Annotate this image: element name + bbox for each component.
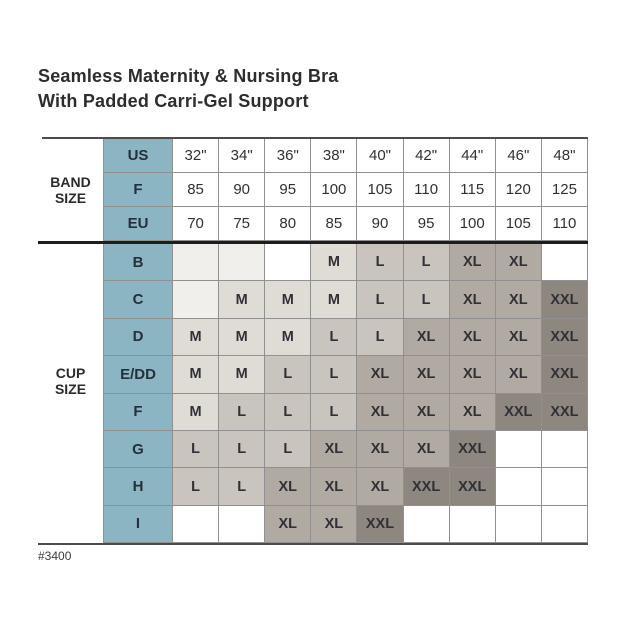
cup-size-cell: L bbox=[357, 244, 403, 281]
cup-letter-cell: I bbox=[103, 506, 173, 543]
cup-size-cell: L bbox=[219, 394, 265, 431]
cup-size-cell: XXL bbox=[404, 468, 450, 505]
band-value-cell: 95 bbox=[404, 207, 450, 241]
cup-size-cell bbox=[173, 244, 219, 281]
cup-size-cell: XL bbox=[357, 431, 403, 468]
cup-size-cell: XL bbox=[357, 356, 403, 393]
cup-letter-cell: E/DD bbox=[103, 356, 173, 393]
cup-size-cell: M bbox=[173, 319, 219, 356]
cup-size-cell: L bbox=[404, 281, 450, 318]
cup-size-cell: L bbox=[404, 244, 450, 281]
band-size-label-line1: BAND bbox=[50, 174, 91, 190]
cup-size-cell: XXL bbox=[542, 356, 588, 393]
cup-size-cell: XL bbox=[450, 394, 496, 431]
page-title bbox=[38, 64, 339, 114]
cup-size-cell: L bbox=[357, 281, 403, 318]
cup-size-cell: L bbox=[173, 468, 219, 505]
cup-size-cell bbox=[450, 506, 496, 543]
band-size-label-line2: SIZE bbox=[54, 190, 87, 206]
cup-size-cell: XL bbox=[450, 281, 496, 318]
band-value-cell: 85 bbox=[311, 207, 357, 241]
cup-size-cell: XL bbox=[357, 468, 403, 505]
band-value-cell: 110 bbox=[542, 207, 588, 241]
cup-letter-cell: D bbox=[103, 319, 173, 356]
band-value-cell: 105 bbox=[496, 207, 542, 241]
cup-size-cell: XL bbox=[311, 431, 357, 468]
cup-size-cell: L bbox=[311, 356, 357, 393]
cup-size-cell: XL bbox=[404, 394, 450, 431]
band-value-cell: 38" bbox=[311, 139, 357, 173]
cup-size-cell: M bbox=[219, 319, 265, 356]
band-value-cell: 48" bbox=[542, 139, 588, 173]
cup-size-cell: M bbox=[265, 319, 311, 356]
cup-size-cell: XXL bbox=[542, 319, 588, 356]
cup-size-cell: XXL bbox=[357, 506, 403, 543]
cup-size-cell bbox=[542, 431, 588, 468]
cup-size-cell: XL bbox=[496, 356, 542, 393]
cup-size-cell bbox=[404, 506, 450, 543]
cup-size-cell bbox=[496, 468, 542, 505]
cup-size-cell: M bbox=[219, 356, 265, 393]
cup-letter-cell: G bbox=[103, 431, 173, 468]
cup-size-cell bbox=[496, 506, 542, 543]
cup-size-cell: XXL bbox=[450, 431, 496, 468]
item-number: #3400 bbox=[38, 549, 72, 563]
cup-letter-cell: F bbox=[103, 394, 173, 431]
cup-letter-cell: C bbox=[103, 281, 173, 318]
cup-size-cell: M bbox=[173, 356, 219, 393]
band-value-cell: 125 bbox=[542, 173, 588, 207]
cup-size-cell: L bbox=[173, 431, 219, 468]
cup-size-cell bbox=[542, 468, 588, 505]
cup-size-cell bbox=[496, 431, 542, 468]
page-title-line1: Seamless Maternity & Nursing Bra bbox=[38, 66, 339, 86]
cup-size-cell: XXL bbox=[542, 281, 588, 318]
cup-size-cell bbox=[542, 244, 588, 281]
cup-size-cell: XL bbox=[404, 431, 450, 468]
band-value-cell: 40" bbox=[357, 139, 403, 173]
band-value-cell: 42" bbox=[404, 139, 450, 173]
band-value-cell: 36" bbox=[265, 139, 311, 173]
band-value-cell: 115 bbox=[450, 173, 496, 207]
cup-size-cell: L bbox=[265, 431, 311, 468]
cup-size-cell: L bbox=[311, 319, 357, 356]
cup-size-cell: XL bbox=[450, 356, 496, 393]
band-value-cell: 44" bbox=[450, 139, 496, 173]
band-value-cell: 110 bbox=[404, 173, 450, 207]
cup-size-cell: XXL bbox=[450, 468, 496, 505]
cup-size-label-line2: SIZE bbox=[54, 380, 87, 397]
cup-size-cell: XL bbox=[496, 281, 542, 318]
cup-size-cell: XXL bbox=[542, 394, 588, 431]
band-value-cell: 100 bbox=[311, 173, 357, 207]
cup-size-cell bbox=[542, 506, 588, 543]
band-value-cell: 80 bbox=[265, 207, 311, 241]
cup-size-cell: XL bbox=[357, 394, 403, 431]
cup-size-cell: M bbox=[311, 244, 357, 281]
band-value-cell: 100 bbox=[450, 207, 496, 241]
cup-size-cell: XL bbox=[265, 506, 311, 543]
cup-size-cell: M bbox=[219, 281, 265, 318]
cup-letter-cell: B bbox=[103, 244, 173, 281]
band-value-cell: 120 bbox=[496, 173, 542, 207]
cup-size-cell: XL bbox=[311, 506, 357, 543]
band-size-label bbox=[38, 139, 103, 241]
band-value-cell: 75 bbox=[219, 207, 265, 241]
cup-size-cell bbox=[173, 281, 219, 318]
cup-size-cell: M bbox=[173, 394, 219, 431]
cup-size-cell: L bbox=[311, 394, 357, 431]
cup-size-cell: L bbox=[219, 431, 265, 468]
cup-size-cell: XL bbox=[496, 244, 542, 281]
cup-size-cell: XXL bbox=[496, 394, 542, 431]
band-system-cell: US bbox=[103, 139, 173, 173]
band-system-cell: EU bbox=[103, 207, 173, 241]
band-value-cell: 32" bbox=[173, 139, 219, 173]
cup-size-cell: XL bbox=[496, 319, 542, 356]
cup-size-cell: XL bbox=[450, 244, 496, 281]
cup-letter-cell: H bbox=[103, 468, 173, 505]
band-value-cell: 46" bbox=[496, 139, 542, 173]
size-chart-table bbox=[38, 139, 588, 543]
cup-size-cell: L bbox=[219, 468, 265, 505]
cup-size-cell: L bbox=[265, 394, 311, 431]
cup-size-cell: XL bbox=[404, 356, 450, 393]
page-title-line2: With Padded Carri-Gel Support bbox=[38, 91, 309, 111]
cup-size-cell bbox=[219, 506, 265, 543]
band-value-cell: 34" bbox=[219, 139, 265, 173]
cup-size-cell: M bbox=[265, 281, 311, 318]
cup-size-cell: M bbox=[311, 281, 357, 318]
cup-size-cell: XL bbox=[450, 319, 496, 356]
cup-size-cell bbox=[265, 244, 311, 281]
cup-size-label bbox=[38, 244, 103, 543]
cup-size-label-line1: CUP bbox=[55, 364, 86, 381]
cup-size-cell: L bbox=[357, 319, 403, 356]
band-value-cell: 90 bbox=[357, 207, 403, 241]
cup-size-cell bbox=[219, 244, 265, 281]
band-system-cell: F bbox=[103, 173, 173, 207]
cup-size-cell bbox=[173, 506, 219, 543]
cup-size-cell: XL bbox=[311, 468, 357, 505]
cup-size-cell: XL bbox=[265, 468, 311, 505]
band-value-cell: 105 bbox=[357, 173, 403, 207]
band-value-cell: 85 bbox=[173, 173, 219, 207]
band-value-cell: 90 bbox=[219, 173, 265, 207]
cup-size-cell: L bbox=[265, 356, 311, 393]
cup-size-cell: XL bbox=[404, 319, 450, 356]
band-value-cell: 70 bbox=[173, 207, 219, 241]
band-value-cell: 95 bbox=[265, 173, 311, 207]
